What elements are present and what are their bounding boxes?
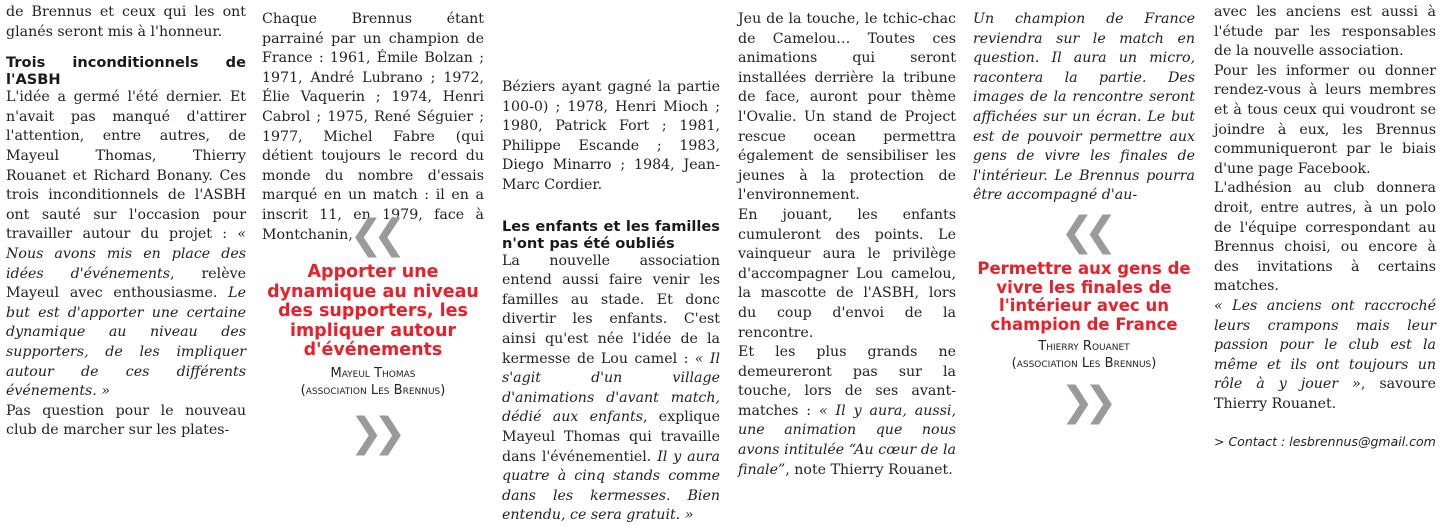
paragraph: « Les anciens ont raccroché leurs crampons mais leur passion pour le club est la même et ils ont toujours un rôle à y jouer », savoure Thierry Rouanet. <box>1214 297 1436 412</box>
pull-quote-author: Mayeul Thomas (association Les Brennus) <box>300 365 446 398</box>
close-quote-icon: ❯❯ <box>349 409 397 456</box>
paragraph: Béziers ayant gagné la partie 100-0) ; 1978, Henri Mioch ; 1980, Patrick Fort ; 1981, Philippe Escande ; 1983, Diego Minarro ; 1984, Jean-Marc Cordier. <box>502 79 720 193</box>
article-column-5 <box>973 10 1195 210</box>
open-quote-icon: ❮❮ <box>349 212 397 258</box>
close-quote-icon: ❯❯ <box>1060 379 1108 425</box>
article-column-6 <box>1214 3 1436 463</box>
paragraph: Et les plus grands ne demeureront pas sur la touche, lors de ses avant-matches : « Il y aura, aussi, une animation que nous avons intitulée “Au cœur de la finale”, note Thierry Rouanet. <box>738 344 956 478</box>
pull-quote-author: Thierry Rouanet (association Les Brennus) <box>1011 339 1157 371</box>
paragraph: La nouvelle association entend aussi faire venir les familles au stade. Et donc divertir les enfants. C'est ainsi qu'est née l'idée de la kermesse de Lou camel : « Il s'agit d'un village d'animations d'avant match, dédié aux enfants, explique Mayeul Thomas qui travaille dans l'événementiel. Il y aura quatre à cinq stands comme dans les kermesses. Bien entendu, ce sera gratuit. » <box>502 252 720 524</box>
paragraph: En jouant, les enfants cumuleront des points. Le vainqueur aura le privilège d'accompagner Lou camelou, la mascotte de l'ASBH, lors du coup d'envoi de la rencontre. <box>738 206 956 341</box>
article-column-1 <box>6 3 246 463</box>
paragraph: Un champion de France reviendra sur le match en question. Il aura un micro, racontera la partie. Des images de la rencontre seront affichées sur un écran. Le but est de pouvoir permettre aux gens de vivre les finales de l'intérieur. Le Brennus pourra être accompagné d'au- <box>973 11 1195 204</box>
paragraph: L'adhésion au club donnera droit, entre autres, à un polo de l'équipe correspondant au Brennus choisi, ou encore à des invitations à certains matches. <box>1214 180 1436 295</box>
article-column-4 <box>738 10 956 478</box>
section-heading: Trois inconditionnels de l'ASBH <box>6 54 246 89</box>
paragraph: L'idée a germé l'été dernier. Et n'avait pas manqué d'attirer l'attention, entre autres, de Mayeul Thomas, Thierry Rouanet et Richard Bonany. Ces trois inconditionnels de l'ASBH ont sauté sur l'occasion pour travailler autour du projet : « Nous avons mis en place des idées d'événements, relève Mayeul avec enthousiasme. Le but est d'apporter une certaine dynamique au niveau des supporters, de les impliquer autour de ces différents événements. » <box>6 89 247 400</box>
paragraph: Pas question pour le nouveau club de marcher sur les plates- <box>6 402 246 439</box>
paragraph: de Brennus et ceux qui les ont glanés seront mis à l'honneur. <box>6 4 246 40</box>
pull-quote-text: Permettre aux gens de vivre les finales de l'intérieur avec un champion de France <box>977 259 1191 334</box>
article-column-2 <box>262 10 484 243</box>
paragraph: Chaque Brennus étant parrainé par un champion de France : 1961, Émile Bolzan ; 1971, André Lubrano ; 1972, Élie Vaquerin ; 1974, Henri Cabrol ; 1975, René Séguier ; 1977, Michel Fabre (qui détient toujours le record du monde du nombre d'essais marqué en un match : il en a inscrit 11, en 1979, face à Montchanin, <box>262 11 484 243</box>
pull-quote-text: Apporter une dynamique au niveau des supporters, les impliquer autour d'événements <box>267 262 479 360</box>
contact-line: > Contact : lesbrennus@gmail.com <box>1214 434 1436 450</box>
section-heading: Les enfants et les familles n'ont pas été oubliés <box>502 217 720 252</box>
article-column-3 <box>502 78 720 524</box>
paragraph: Jeu de la touche, le tchic-chac de Camelou… Toutes ces animations qui seront installées derrière la tribune de face, auront pour thème l'Ovalie. Un stand de Project rescue ocean permettra également de sensibiliser les jeunes à la protection de l'environnement. <box>738 11 956 204</box>
paragraph: Pour les informer ou donner rendez-vous à leurs membres et à tous ceux qui voudront se joindre à eux, les Brennus communiqueront par le biais d'une page Facebook. <box>1214 62 1436 177</box>
pull-quote-2 <box>973 209 1195 463</box>
paragraph: avec les anciens est aussi à l'étude par les responsables de la nouvelle association. <box>1214 4 1436 60</box>
open-quote-icon: ❮❮ <box>1060 209 1108 255</box>
pull-quote-1 <box>258 212 488 463</box>
